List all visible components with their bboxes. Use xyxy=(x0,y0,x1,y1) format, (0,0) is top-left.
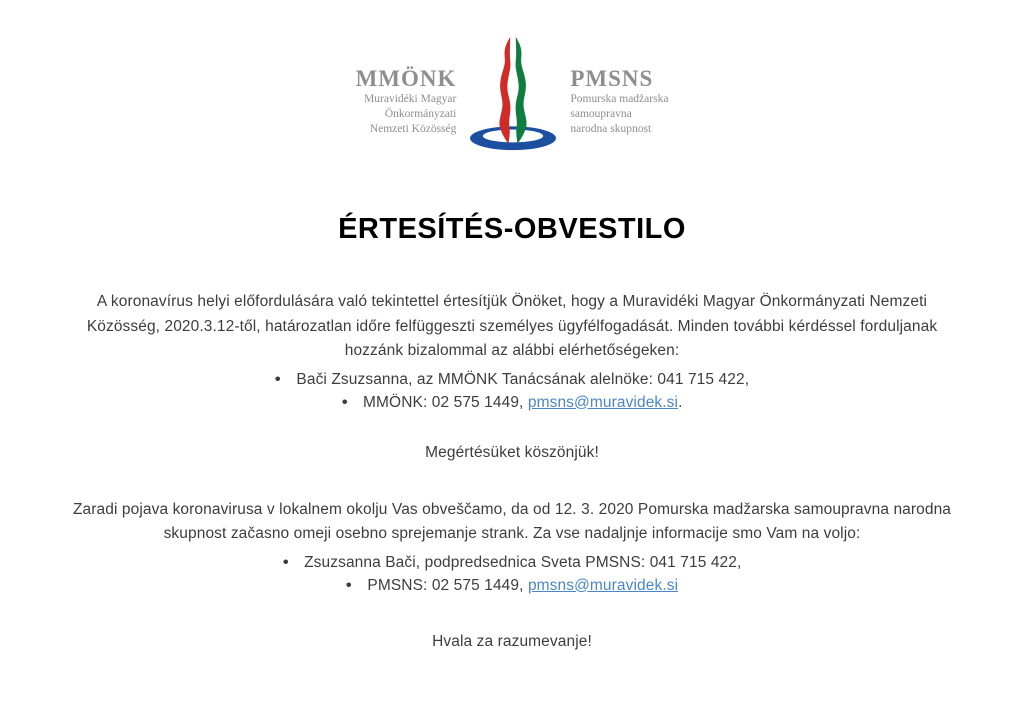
flame-water-emblem-icon xyxy=(458,34,568,162)
bullet-icon: • xyxy=(282,552,289,572)
list-item xyxy=(0,368,1024,391)
list-item xyxy=(0,574,1024,597)
slovenian-paragraph: Zaradi pojava koronavirusa v lokalnem okolju Vas obveščamo, da od 12. 3. 2020 Pomurska madžarska samoupravna narodna skupnost začasno omeji osebno sprejemanje strank. Za vse nadaljnje informacije smo Vam na voljo: xyxy=(72,500,952,542)
hungarian-contact-list xyxy=(0,368,1024,414)
logo-left-block xyxy=(356,66,457,137)
bullet-icon: • xyxy=(341,392,348,412)
logo-right-line-1: Pomurska madžarska xyxy=(570,93,669,105)
email-link[interactable]: pmsns@muravidek.si xyxy=(527,393,679,411)
contact-text: MMÖNK: 02 575 1449, xyxy=(363,393,528,411)
contact-text: Bači Zsuzsanna, az MMÖNK Tanácsának alelnöke: 041 715 422, xyxy=(296,370,750,388)
contact-text: Zsuzsanna Bači, podpredsednica Sveta PMSNS: 041 715 422, xyxy=(304,553,742,571)
organization-logo xyxy=(0,0,1024,162)
notice-title: ÉRTESÍTÉS-OBVESTILO xyxy=(338,213,686,245)
bullet-icon: • xyxy=(274,369,281,389)
hungarian-paragraph: A koronavírus helyi előfordulására való tekintettel értesítjük Önöket, hogy a Muravidéki Magyar Önkormányzati Nemzeti Közösség, 2020.3.12-től, határozatlan időre felfüggeszti személyes ügyfélfogadását. Minden további kérdéssel forduljanak hozzánk bizalommal az alábbi elérhetőségeken: xyxy=(86,293,938,359)
bullet-icon: • xyxy=(345,575,352,595)
logo-left-line-2: Önkormányzati xyxy=(384,108,457,120)
email-link[interactable]: pmsns@muravidek.si xyxy=(527,576,679,594)
slovenian-contact-list xyxy=(0,551,1024,597)
slovenian-closing: Hvala za razumevanje! xyxy=(432,632,592,650)
hungarian-closing: Megértésüket köszönjük! xyxy=(425,443,599,461)
contact-text: PMSNS: 02 575 1449, xyxy=(367,576,528,594)
contact-text: . xyxy=(678,393,683,411)
logo-acronym-pmsns: PMSNS xyxy=(570,66,654,91)
logo-left-line-1: Muravidéki Magyar xyxy=(364,93,457,105)
list-item xyxy=(0,391,1024,414)
logo-left-line-3: Nemzeti Közösség xyxy=(369,123,457,135)
logo-right-line-2: samoupravna xyxy=(570,108,632,120)
logo-acronym-mmonk: MMÖNK xyxy=(355,66,457,91)
list-item xyxy=(0,551,1024,574)
logo-right-line-3: narodna skupnost xyxy=(570,123,652,135)
logo-right-block xyxy=(570,66,668,137)
